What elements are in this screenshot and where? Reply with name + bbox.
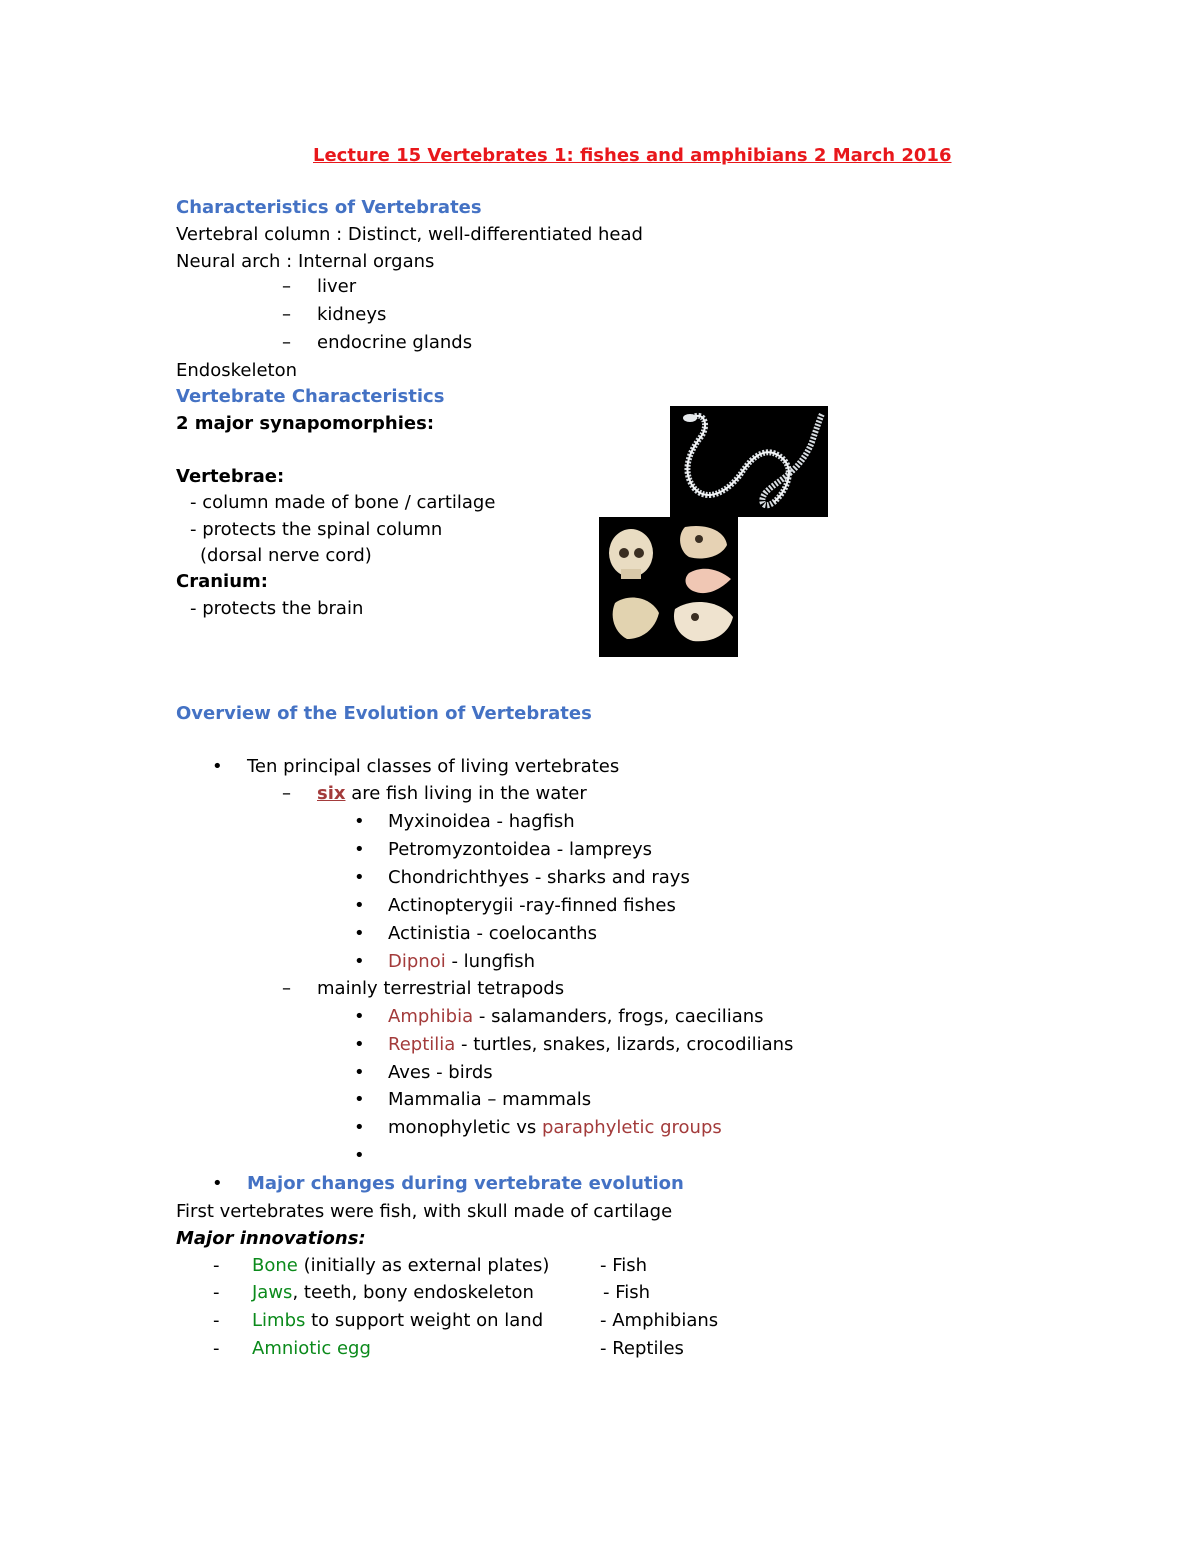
dash-marker: – [282,276,291,297]
page-title: Lecture 15 Vertebrates 1: fishes and amphibians 2 March 2016 [313,145,952,166]
fish-class-item: Myxinoidea - hagfish [388,811,575,832]
organ-item: kidneys [317,304,387,325]
organ-item: endocrine glands [317,332,473,353]
bullet-marker: • [354,951,365,972]
tetrapod-class-item: Reptilia - turtles, snakes, lizards, crocodilians [388,1034,794,1055]
dash-marker: – [282,783,291,804]
fish-class-item: Actinistia - coelocanths [388,923,597,944]
bullet-marker: • [354,1034,365,1055]
hyphen-marker: - [213,1282,220,1303]
fish-class-item: Dipnoi - lungfish [388,951,536,972]
six-fish-line [317,783,587,805]
hyphen-marker: - [213,1338,220,1359]
endoskeleton-line: Endoskeleton [176,360,298,381]
innovation-item: Limbs to support weight on land [252,1310,544,1331]
hyphen-marker: - [213,1310,220,1331]
synapomorphies-label: 2 major synapomorphies: [176,413,435,434]
bullet-marker: • [354,895,365,916]
innovation-item: Amniotic egg [252,1338,371,1359]
cranium-item: - protects the brain [190,598,364,619]
bullet-marker: • [354,839,365,860]
terrestrial-line: mainly terrestrial tetrapods [317,978,565,999]
skulls-image [599,517,738,657]
bullet-marker: • [354,811,365,832]
vertebrae-item: - protects the spinal column [190,519,443,540]
vertebrae-item: - column made of bone / cartilage [190,492,496,513]
fish-class-item: Chondrichthyes - sharks and rays [388,867,690,888]
bullet-marker: • [354,1089,365,1110]
bullet-marker: • [212,756,223,777]
innovation-item: Bone (initially as external plates) [252,1255,550,1276]
bullet-marker: • [212,1173,223,1194]
six-rest: are fish living in the water [345,783,587,804]
tetrapod-class-item: Aves - birds [388,1062,493,1083]
hyphen-marker: - [213,1255,220,1276]
fish-class-item: Actinopterygii -ray-finned fishes [388,895,676,916]
innovation-group: - Fish [600,1255,648,1276]
bullet-marker: • [354,1117,365,1138]
bullet-marker: • [354,923,365,944]
bullet-marker: • [354,1145,365,1166]
innovation-item: Jaws, teeth, bony endoskeleton [252,1282,534,1303]
tetrapod-class-item: Mammalia – mammals [388,1089,592,1110]
snake-skeleton-image [670,406,828,517]
tetrapod-class-item: monophyletic vs paraphyletic groups [388,1117,722,1138]
dash-marker: – [282,978,291,999]
section-heading-overview: Overview of the Evolution of Vertebrates [176,703,592,724]
tetrapod-class-item: Amphibia - salamanders, frogs, caecilians [388,1006,764,1027]
organ-item: liver [317,276,357,297]
neural-arch-line: Neural arch : Internal organs [176,251,435,272]
section-heading-characteristics: Characteristics of Vertebrates [176,197,482,218]
dash-marker: – [282,332,291,353]
first-vertebrates-line: First vertebrates were fish, with skull made of cartilage [176,1201,673,1222]
innovation-group: - Amphibians [600,1310,719,1331]
ten-classes-line: Ten principal classes of living vertebrates [247,756,620,777]
innovations-label: Major innovations: [176,1228,366,1249]
cranium-label: Cranium: [176,571,268,592]
bullet-marker: • [354,867,365,888]
bullet-marker: • [354,1062,365,1083]
section-heading-vertebrate-characteristics: Vertebrate Characteristics [176,386,445,407]
vertebrae-item: (dorsal nerve cord) [200,545,372,566]
innovation-group: - Fish [603,1282,651,1303]
fish-class-item: Petromyzontoidea - lampreys [388,839,653,860]
vertebrae-label: Vertebrae: [176,466,285,487]
section-heading-major-changes: Major changes during vertebrate evolution [247,1173,684,1194]
innovation-group: - Reptiles [600,1338,684,1359]
six-highlight: six [317,783,346,804]
bullet-marker: • [354,1006,365,1027]
vertebral-column-line: Vertebral column : Distinct, well-differentiated head [176,224,643,245]
dash-marker: – [282,304,291,325]
